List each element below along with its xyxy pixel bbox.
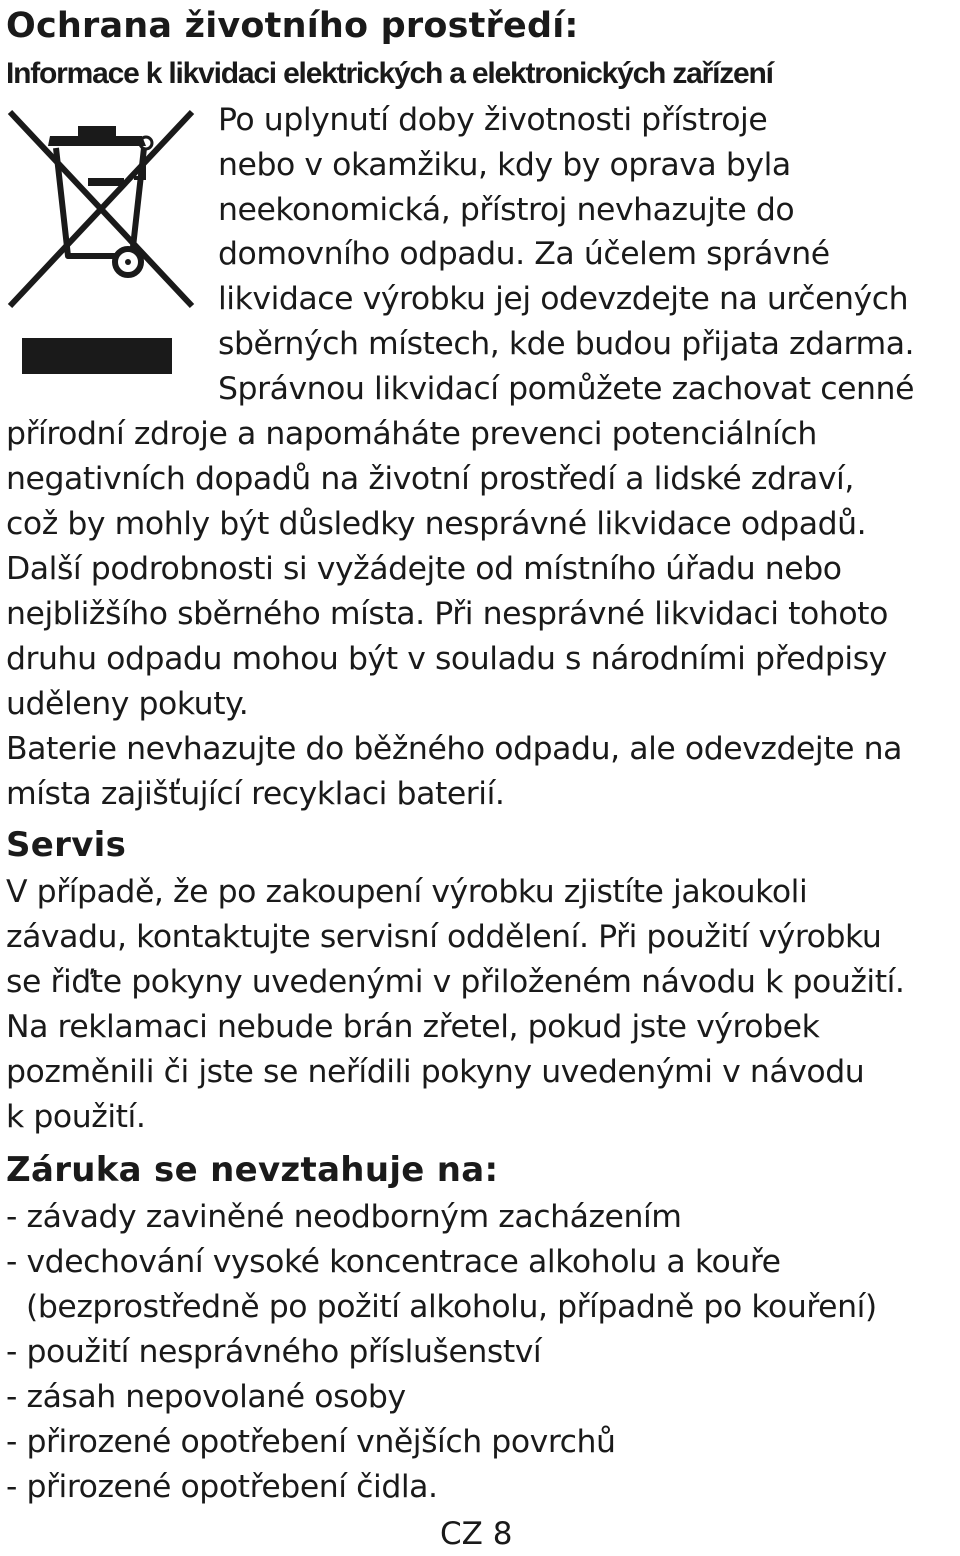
service-heading: Servis [6, 825, 127, 865]
service-line: se řiďte pokyny uvedenými v přiloženém návodu k použití. [6, 964, 905, 1000]
crossed-out-wheelie-bin-icon [6, 106, 202, 380]
warranty-item: - závady zaviněné neodborným zacházením [6, 1199, 682, 1235]
body-line: Po uplynutí doby životnosti přístroje [218, 102, 768, 138]
page-number: CZ 8 [440, 1516, 513, 1552]
warranty-item: - zásah nepovolané osoby [6, 1379, 406, 1415]
warranty-item: (bezprostředně po požití alkoholu, případně po kouření) [26, 1289, 877, 1325]
warranty-item: - přirozené opotřebení čidla. [6, 1469, 438, 1505]
body-line: Další podrobnosti si vyžádejte od místního úřadu nebo [6, 551, 842, 587]
page-title: Ochrana životního prostředí: [6, 6, 579, 46]
body-line: nebo v okamžiku, kdy by oprava byla [218, 147, 791, 183]
service-line: závadu, kontaktujte servisní oddělení. Při použití výrobku [6, 919, 882, 955]
body-line: negativních dopadů na životní prostředí a lidské zdraví, [6, 461, 854, 497]
warranty-heading: Záruka se nevztahuje na: [6, 1150, 499, 1190]
body-line: Správnou likvidací pomůžete zachovat cenné [218, 371, 915, 407]
body-line: domovního odpadu. Za účelem správné [218, 236, 830, 272]
service-line: V případě, že po zakoupení výrobku zjistíte jakoukoli [6, 874, 808, 910]
warranty-item: - přirozené opotřebení vnějších povrchů [6, 1424, 616, 1460]
body-line: neekonomická, přístroj nevhazujte do [218, 192, 795, 228]
page-subtitle: Informace k likvidaci elektrických a elektronických zařízení [6, 57, 773, 90]
body-line: uděleny pokuty. [6, 686, 249, 722]
body-line: nejbližšího sběrného místa. Při nesprávné likvidaci tohoto [6, 596, 888, 632]
body-line: druhu odpadu mohou být v souladu s národními předpisy [6, 641, 887, 677]
body-line: místa zajišťující recyklaci baterií. [6, 776, 505, 812]
service-line: pozměnili či jste se neřídili pokyny uvedenými v návodu [6, 1054, 865, 1090]
warranty-item: - vdechování vysoké koncentrace alkoholu a kouře [6, 1244, 781, 1280]
service-line: Na reklamaci nebude brán zřetel, pokud jste výrobek [6, 1009, 820, 1045]
body-line: Baterie nevhazujte do běžného odpadu, ale odevzdejte na [6, 731, 902, 767]
warranty-item: - použití nesprávného příslušenství [6, 1334, 542, 1370]
body-line: likvidace výrobku jej odevzdejte na určených [218, 281, 909, 317]
body-line: což by mohly být důsledky nesprávné likvidace odpadů. [6, 506, 867, 542]
body-line: přírodní zdroje a napomáháte prevenci potenciálních [6, 416, 817, 452]
body-line: sběrných místech, kde budou přijata zdarma. [218, 326, 915, 362]
service-line: k použití. [6, 1099, 146, 1135]
